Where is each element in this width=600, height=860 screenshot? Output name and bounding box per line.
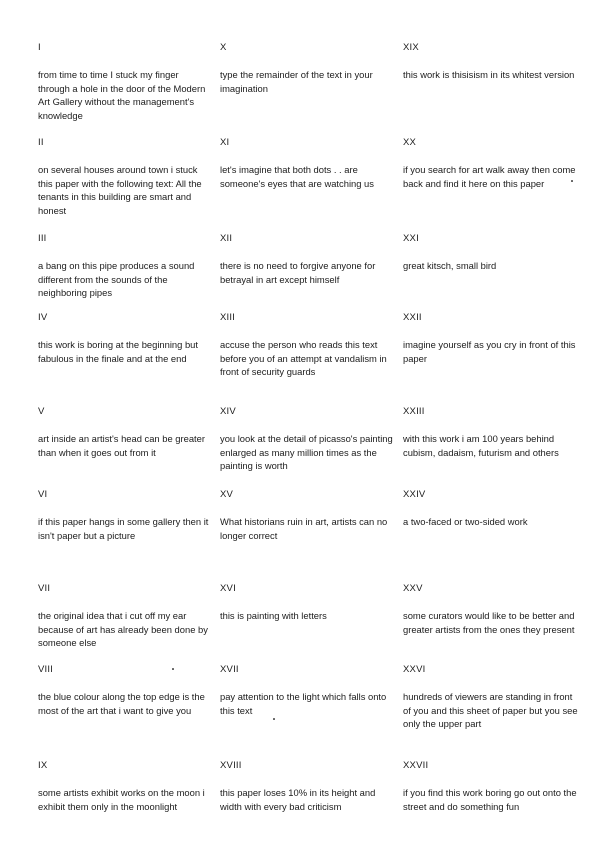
entry-text: What historians ruin in art, artists can no longer correct	[220, 516, 388, 541]
entry-16	[220, 583, 395, 621]
entry-text: with this work i am 100 years behind cubism, dadaism, futurism and others	[403, 433, 559, 458]
entry-numeral: VIII	[38, 664, 54, 675]
entry-numeral: VII	[38, 583, 51, 594]
entry-25	[403, 583, 578, 635]
entry-24	[403, 489, 578, 527]
entry-text: a bang on this pipe produces a sound different from the sounds of the neighboring pipes	[38, 260, 195, 299]
entry-19	[403, 42, 578, 80]
entry-text: accuse the person who reads this text before you of an attempt at vandalism in front of security guards	[220, 339, 387, 378]
entry-text: imagine yourself as you cry in front of this paper	[403, 339, 576, 364]
entry-numeral: XXVII	[403, 760, 429, 771]
entry-11	[220, 137, 395, 189]
entry-6	[38, 489, 213, 541]
entry-text: type the remainder of the text in your imagination	[220, 69, 373, 94]
entry-text: this work is thisisism in its whitest version	[403, 69, 575, 80]
entry-text: let's imagine that both dots . . are someone's eyes that are watching us	[220, 164, 374, 189]
entry-text: if you search for art walk away then come back and find it here on this paper	[403, 164, 576, 189]
entry-numeral: XXIII	[403, 406, 425, 417]
entry-numeral: XIV	[220, 406, 236, 417]
entry-text: the blue colour along the top edge is the most of the art that i want to give you	[38, 691, 205, 716]
entry-2	[38, 137, 213, 216]
entry-9	[38, 760, 213, 812]
entry-numeral: VI	[38, 489, 48, 500]
entry-text: you look at the detail of picasso's painting enlarged as many million times as the painting is worth	[220, 433, 393, 472]
entry-numeral: X	[220, 42, 227, 53]
entry-text: there is no need to forgive anyone for betrayal in art except himself	[220, 260, 376, 285]
entry-numeral: XVIII	[220, 760, 242, 771]
entry-numeral: XI	[220, 137, 230, 148]
entry-numeral: XX	[403, 137, 417, 148]
entry-23	[403, 406, 578, 458]
entry-14	[220, 406, 395, 472]
entry-8	[38, 664, 213, 716]
entry-numeral: IX	[38, 760, 48, 771]
speck-mark	[273, 718, 275, 720]
entry-21	[403, 233, 578, 271]
entry-26	[403, 664, 578, 730]
entry-7	[38, 583, 213, 649]
entry-numeral: IV	[38, 312, 48, 323]
entry-text: a two-faced or two-sided work	[403, 516, 528, 527]
entry-12	[220, 233, 395, 285]
entry-18	[220, 760, 395, 812]
entry-15	[220, 489, 395, 541]
entry-numeral: XIX	[403, 42, 419, 53]
entry-numeral: XV	[220, 489, 234, 500]
entry-numeral: XXVI	[403, 664, 426, 675]
entry-13	[220, 312, 395, 378]
entry-numeral: XXII	[403, 312, 422, 323]
entry-4	[38, 312, 213, 364]
entry-numeral: XXI	[403, 233, 419, 244]
entry-3	[38, 233, 213, 299]
entry-text: some curators would like to be better and greater artists from the ones they present	[403, 610, 575, 635]
entry-text: this paper loses 10% in its height and width with every bad criticism	[220, 787, 376, 812]
entry-text: some artists exhibit works on the moon i exhibit them only in the moonlight	[38, 787, 205, 812]
entry-1	[38, 42, 213, 121]
entry-numeral: XVII	[220, 664, 239, 675]
entry-text: on several houses around town i stuck this paper with the following text: All the tenants in this building are smart and honest	[38, 164, 202, 216]
entry-numeral: II	[38, 137, 44, 148]
entry-text: from time to time I stuck my finger through a hole in the door of the Modern Art Gallery without the management's knowledge	[38, 69, 206, 121]
speck-mark	[172, 668, 174, 670]
entry-text: the original idea that i cut off my ear because of art has already been done by someone else	[38, 610, 208, 649]
entry-numeral: XXV	[403, 583, 423, 594]
entry-5	[38, 406, 213, 458]
entry-text: hundreds of viewers are standing in front of you and this sheet of paper but you see only the upper part	[403, 691, 578, 730]
entry-numeral: V	[38, 406, 45, 417]
entry-text: if you find this work boring go out onto the street and do something fun	[403, 787, 577, 812]
entry-27	[403, 760, 578, 812]
entry-text: if this paper hangs in some gallery then it isn't paper but a picture	[38, 516, 209, 541]
entry-17	[220, 664, 395, 716]
entry-numeral: XIII	[220, 312, 236, 323]
entry-text: this work is boring at the beginning but fabulous in the finale and at the end	[38, 339, 198, 364]
entry-22	[403, 312, 578, 364]
entry-numeral: III	[38, 233, 47, 244]
speck-mark	[571, 180, 573, 182]
entry-20	[403, 137, 578, 189]
entry-numeral: XVI	[220, 583, 236, 594]
entry-text: great kitsch, small bird	[403, 260, 497, 271]
entry-text: this is painting with letters	[220, 610, 327, 621]
entry-text: pay attention to the light which falls onto this text	[220, 691, 387, 716]
entry-numeral: XXIV	[403, 489, 426, 500]
entry-text: art inside an artist's head can be greater than when it goes out from it	[38, 433, 205, 458]
entry-10	[220, 42, 395, 94]
entry-numeral: I	[38, 42, 41, 53]
entry-numeral: XII	[220, 233, 233, 244]
